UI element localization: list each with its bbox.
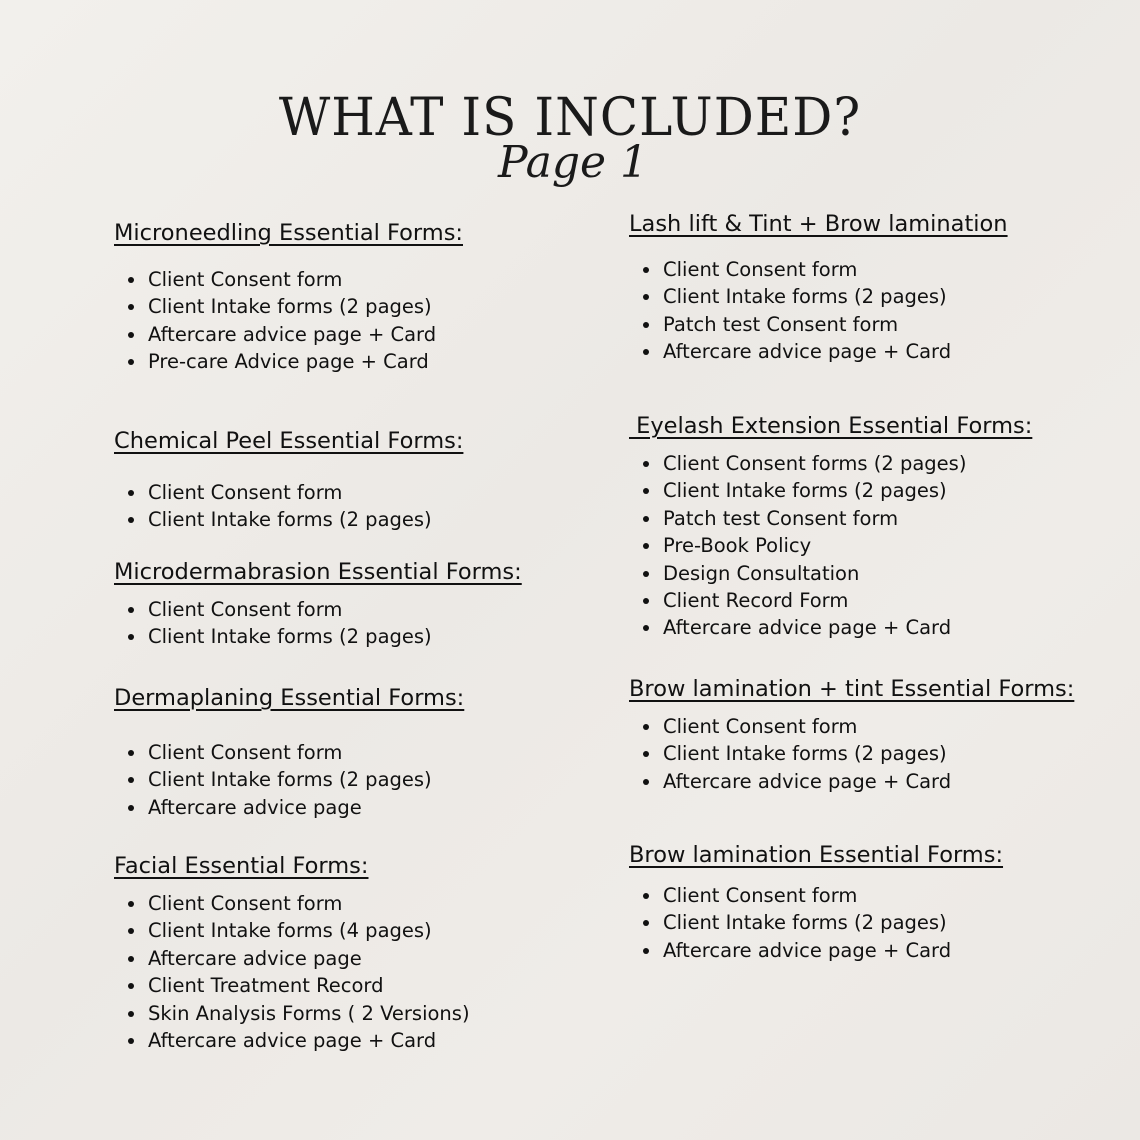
section-heading: Facial Essential Forms: (114, 853, 369, 879)
page-subtitle-script (490, 135, 650, 215)
list-item: Client Intake forms (2 pages) (148, 623, 522, 650)
section-facial (114, 853, 470, 1054)
list-item: Pre-care Advice page + Card (148, 348, 463, 375)
section-brow-lamination (629, 842, 1003, 964)
list-item: Skin Analysis Forms ( 2 Versions) (148, 1000, 470, 1027)
list-item: Aftercare advice page (148, 945, 470, 972)
section-lash-lift (629, 211, 1008, 366)
list-item: Client Intake forms (2 pages) (663, 283, 1008, 310)
list-item: Pre-Book Policy (663, 532, 1032, 559)
list-item: Aftercare advice page + Card (663, 937, 1003, 964)
section-microneedling (114, 220, 463, 376)
section-eyelash-extension (629, 413, 1032, 642)
list-item: Client Consent form (148, 266, 463, 293)
list-item: Aftercare advice page + Card (148, 321, 463, 348)
list-item: Client Intake forms (2 pages) (148, 293, 463, 320)
section-list (629, 713, 1074, 795)
list-item: Client Intake forms (2 pages) (663, 740, 1074, 767)
section-heading: Brow lamination + tint Essential Forms: (629, 676, 1075, 702)
list-item: Client Consent form (148, 739, 464, 766)
list-item: Aftercare advice page (148, 794, 464, 821)
list-item: Client Record Form (663, 587, 1032, 614)
list-item: Client Consent form (148, 596, 522, 623)
list-item: Aftercare advice page + Card (663, 338, 1008, 365)
page-title: WHAT IS INCLUDED? (278, 86, 862, 148)
list-item: Client Intake forms (4 pages) (148, 917, 470, 944)
list-item: Aftercare advice page + Card (663, 614, 1032, 641)
section-list (114, 890, 470, 1054)
list-item: Client Intake forms (2 pages) (663, 909, 1003, 936)
list-item: Aftercare advice page + Card (663, 768, 1074, 795)
section-heading: Chemical Peel Essential Forms: (114, 428, 464, 454)
section-heading: Microdermabrasion Essential Forms: (114, 559, 522, 585)
list-item: Client Intake forms (2 pages) (148, 766, 464, 793)
section-list (114, 266, 463, 376)
page-subtitle: Page 1 (498, 137, 649, 188)
section-list (114, 479, 463, 534)
list-item: Aftercare advice page + Card (148, 1027, 470, 1054)
section-heading: Dermaplaning Essential Forms: (114, 685, 465, 711)
section-list (629, 256, 1008, 366)
list-item: Client Consent form (663, 713, 1074, 740)
list-item: Client Intake forms (2 pages) (148, 506, 463, 533)
list-item: Client Consent forms (2 pages) (663, 450, 1032, 477)
section-heading: Eyelash Extension Essential Forms: (629, 413, 1033, 439)
list-item: Client Treatment Record (148, 972, 470, 999)
section-brow-lamination-tint (629, 676, 1074, 795)
section-list (114, 596, 522, 651)
section-heading: Brow lamination Essential Forms: (629, 842, 1004, 868)
section-list (629, 882, 1003, 964)
list-item: Client Consent form (663, 256, 1008, 283)
section-list (629, 450, 1032, 642)
list-item: Design Consultation (663, 560, 1032, 587)
list-item: Client Consent form (663, 882, 1003, 909)
section-dermaplaning (114, 685, 464, 821)
list-item: Client Consent form (148, 890, 470, 917)
section-heading: Microneedling Essential Forms: (114, 220, 463, 246)
section-list (114, 739, 464, 821)
list-item: Patch test Consent form (663, 311, 1008, 338)
list-item: Patch test Consent form (663, 505, 1032, 532)
section-heading: Lash lift & Tint + Brow lamination (629, 211, 1008, 237)
section-chemical-peel (114, 428, 463, 534)
list-item: Client Consent form (148, 479, 463, 506)
section-microdermabrasion (114, 559, 522, 651)
list-item: Client Intake forms (2 pages) (663, 477, 1032, 504)
